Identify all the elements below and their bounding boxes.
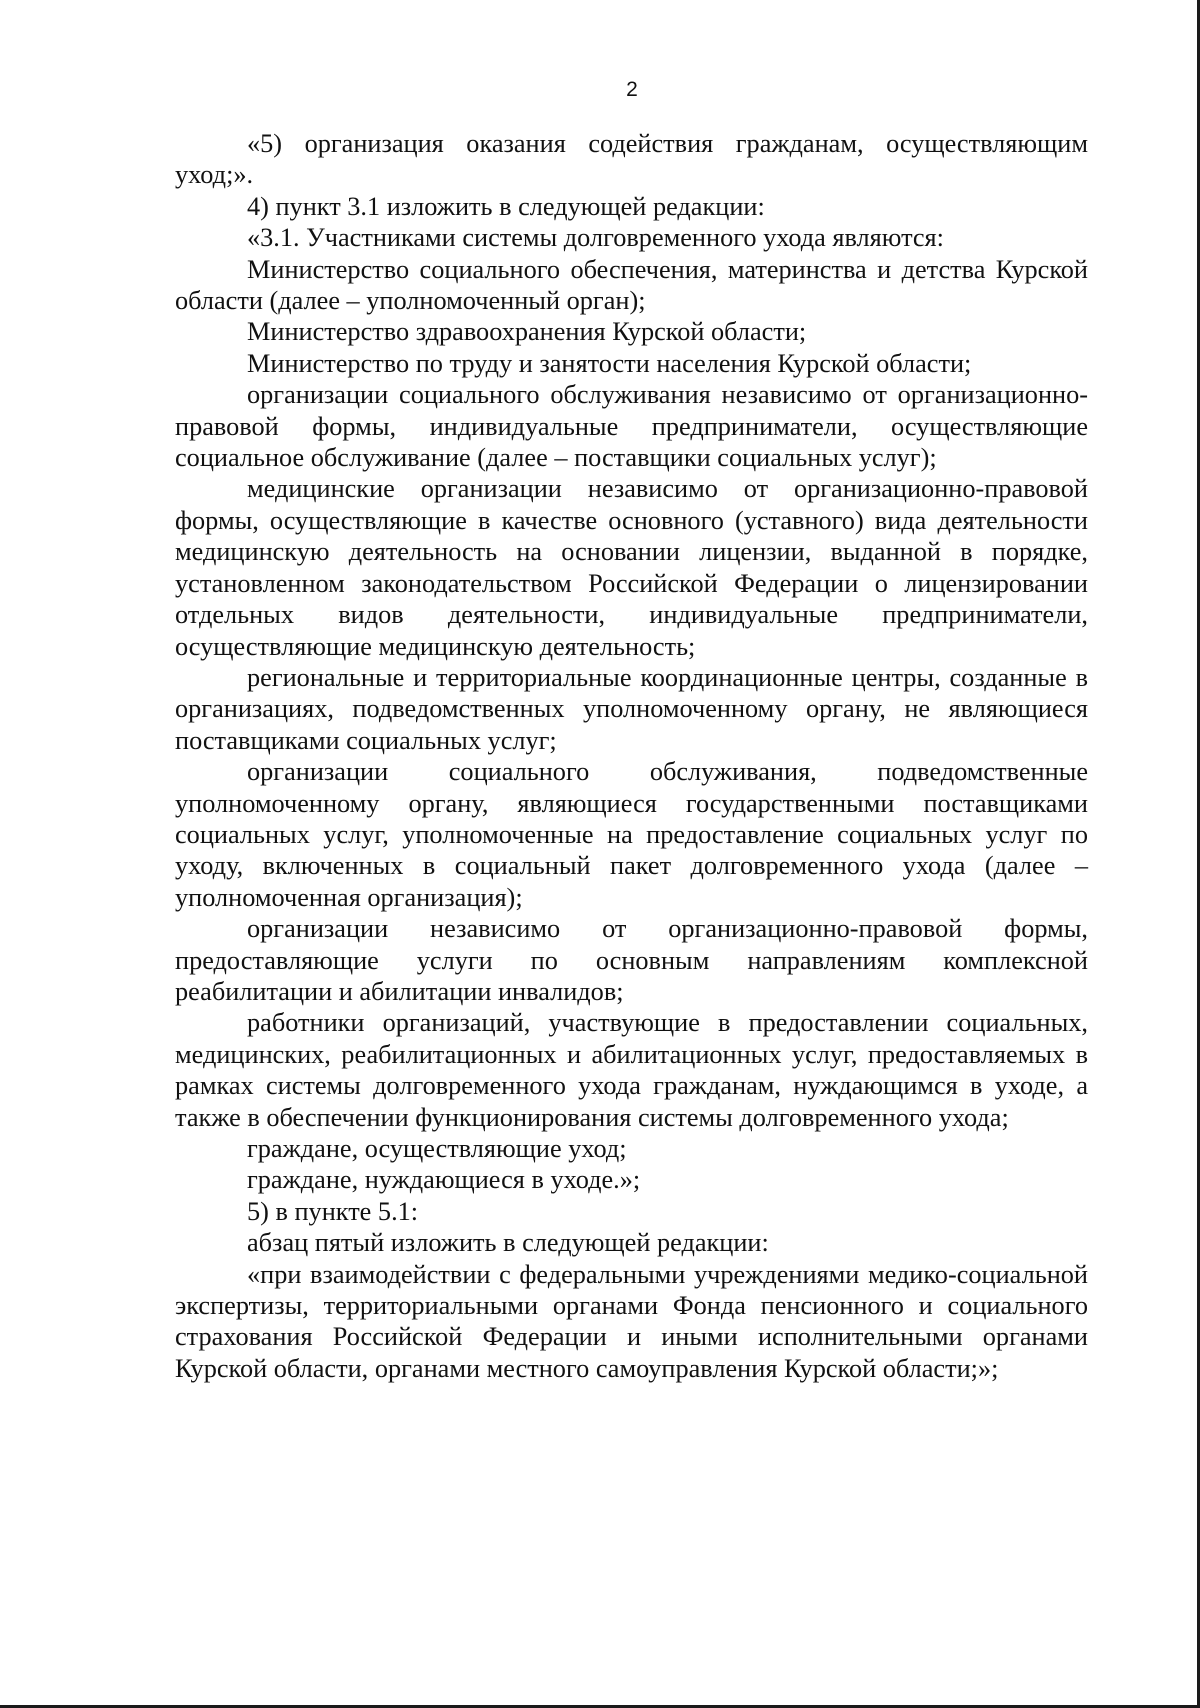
paragraph: «при взаимодействии с федеральными учреждениями медико-социальной экспертизы, территориальными органами Фонда пенсионного и социального страхования Российской Федерации и иными исполнительными органами Курской области, органами местного самоуправления Курской области;»;	[175, 1259, 1088, 1383]
paragraph: «3.1. Участниками системы долговременного ухода являются:	[247, 223, 944, 253]
paragraph: организации независимо от организационно-правовой формы, предоставляющие услуги по основным направлениям комплексной реабилитации и абилитации инвалидов;	[175, 914, 1088, 1006]
paragraph: организации социального обслуживания независимо от организационно-правовой формы, индивидуальные предприниматели, осуществляющие социальное обслуживание (далее – поставщики социальных услуг);	[175, 380, 1088, 473]
document-body	[175, 128, 1088, 1384]
paragraph: организации социального обслуживания, подведомственные уполномоченному органу, являющиеся государственными поставщиками социальных услуг, уполномоченные на предоставление социальных услуг по уходу, включенных в социальный пакет долговременного ухода (далее – уполномоченная организация);	[175, 757, 1088, 912]
paragraph: «5) организация оказания содействия гражданам, осуществляющим уход;».	[175, 129, 1088, 190]
paragraph: Министерство по труду и занятости населения Курской области;	[247, 348, 972, 378]
paragraph: граждане, нуждающиеся в уходе.»;	[247, 1165, 641, 1195]
paragraph: Министерство здравоохранения Курской области;	[247, 317, 807, 347]
paragraph: Министерство социального обеспечения, материнства и детства Курской области (далее – уполномоченный орган);	[175, 254, 1088, 316]
page-number: 2	[626, 78, 638, 101]
paragraph: 5) в пункте 5.1:	[247, 1196, 419, 1226]
paragraph: абзац пятый изложить в следующей редакции:	[247, 1228, 769, 1258]
paragraph: работники организаций, участвующие в предоставлении социальных, медицинских, реабилитационных и абилитационных услуг, предоставляемых в рамках системы долговременного ухода гражданам, нуждающимся в уходе, а также в обеспечении функционирования системы долговременного ухода;	[175, 1008, 1088, 1132]
paragraph: медицинские организации независимо от организационно-правовой формы, осуществляющие в качестве основного (уставного) вида деятельности медицинскую деятельность на основании лицензии, выданной в порядке, установленном законодательством Российской Федерации о лицензировании отдельных видов деятельности, индивидуальные предприниматели, осуществляющие медицинскую деятельность;	[175, 474, 1088, 661]
paragraph: региональные и территориальные координационные центры, созданные в организациях, подведомственных уполномоченному органу, не являющиеся поставщиками социальных услуг;	[175, 662, 1088, 755]
paragraph: граждане, осуществляющие уход;	[247, 1134, 627, 1163]
paragraph: 4) пункт 3.1 изложить в следующей редакции:	[247, 191, 765, 221]
